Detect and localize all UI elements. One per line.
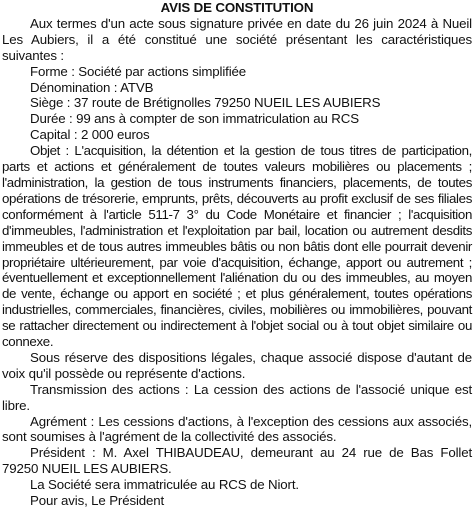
agrement-paragraph: Agrément : Les cessions d'actions, à l'exception des cessions aux associés, sont soumises à l'agrément de la collectivité des associés. xyxy=(2,413,472,445)
forme-line: Forme : Société par actions simplifiée xyxy=(30,63,247,79)
president-paragraph: Président : M. Axel THIBAUDEAU, demeurant au 24 rue de Bas Follet 79250 NUEIL LES AUBIERS. xyxy=(2,445,472,477)
reserve-paragraph: Sous réserve des dispositions légales, chaque associé dispose d'autant de voix qu'il possède ou représente d'actions. xyxy=(2,349,472,381)
signature-line: Pour avis, Le Président xyxy=(30,493,165,509)
immatriculation-line: La Société sera immatriculée au RCS de Niort. xyxy=(30,477,299,493)
siege-line: Siège : 37 route de Brétignolles 79250 NUEIL LES AUBIERS xyxy=(30,95,381,111)
denomination-line: Dénomination : ATVB xyxy=(30,79,154,95)
duree-line: Durée : 99 ans à compter de son immatriculation au RCS xyxy=(30,111,359,127)
objet-paragraph: Objet : L'acquisition, la détention et la gestion de tous titres de participation, parts et actions et généralement de toutes valeurs mobilières ou placements ; l'administration, la gestion de tous instruments financiers, placements, de toutes opérations de trésorerie, emprunts, prêts, découverts au profit exclusif de ses filiales conformément à l'article 511-7 3° du Code Monétaire et financier ; l'acquisition d'immeubles, l'administration et l'exploitation par bail, location ou autrement desdits immeubles et de tous autres immeubles bâtis ou non bâtis dont elle pourrait devenir propriétaire ultérieurement, par voie d'acquisition, échange, apport ou autrement ; éventuellement et exceptionnellement l'aliénation du ou des immeubles, au moyen de vente, échange ou apport en société ; et plus généralement, toutes opérations industrielles, commerciales, financières, civiles, mobilières ou immobilières, pouvant se rattacher directement ou indirectement à l'objet social ou à tout objet similaire ou connexe. xyxy=(2,143,472,350)
intro-paragraph: Aux termes d'un acte sous signature privée en date du 26 juin 2024 à Nueil Les Aubiers, il a été constitué une société présentant les caractéristiques suivantes : xyxy=(2,15,472,63)
notice-title: AVIS DE CONSTITUTION xyxy=(160,0,314,15)
capital-line: Capital : 2 000 euros xyxy=(30,127,150,143)
transmission-paragraph: Transmission des actions : La cession des actions de l'associé unique est libre. xyxy=(2,381,472,413)
